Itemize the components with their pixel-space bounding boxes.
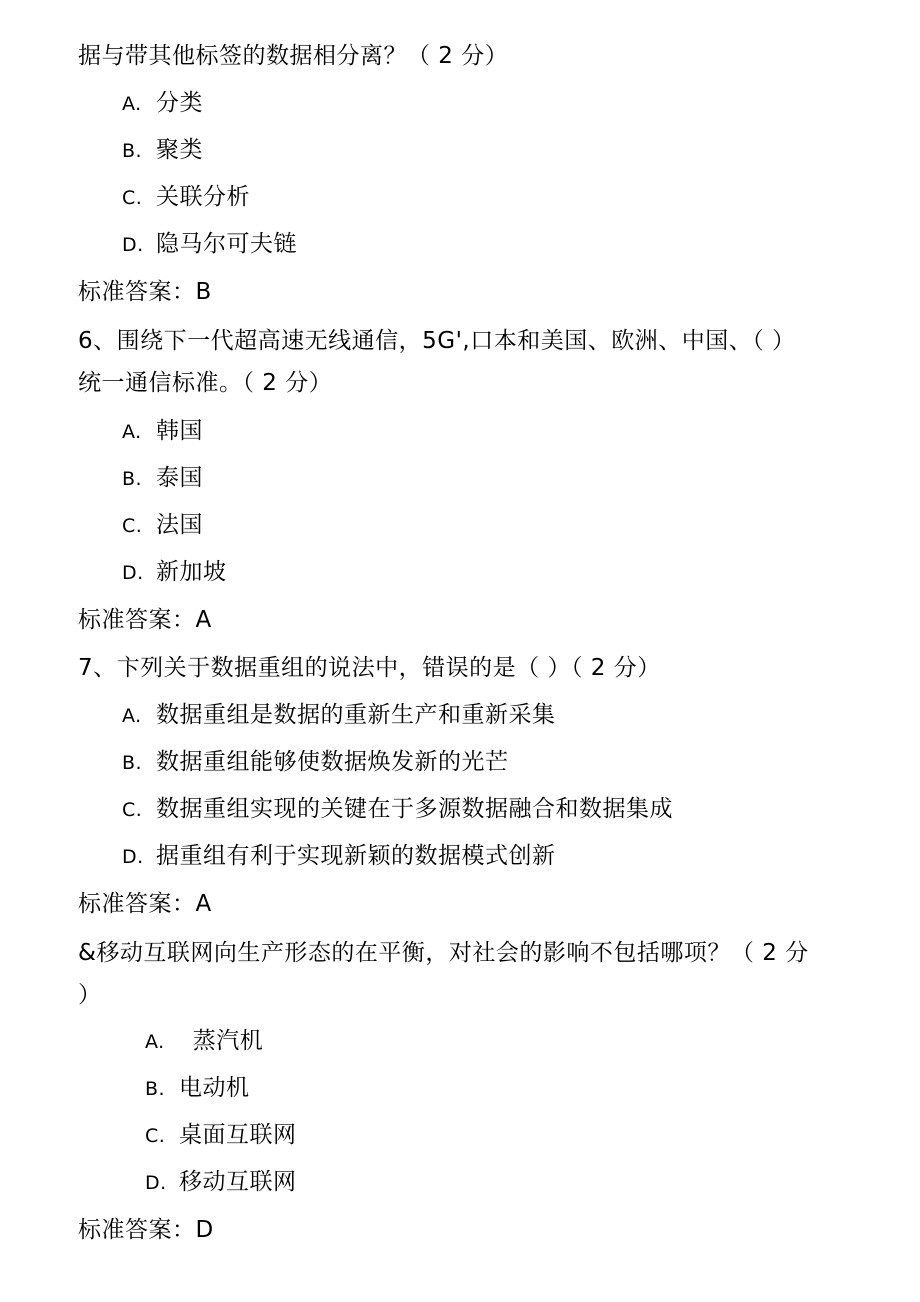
option-letter: D. bbox=[122, 846, 144, 868]
option-text: 移动互联网 bbox=[179, 1169, 297, 1195]
q8-standard-answer: 标准答案：D bbox=[78, 1217, 214, 1243]
q5-option-d bbox=[122, 229, 297, 260]
option-letter: C. bbox=[145, 1125, 166, 1147]
option-text: 聚类 bbox=[156, 137, 203, 163]
q6-question-line1: 6、围绕下一代超高速无线通信，5G',口本和美国、欧洲、中国、（ ） bbox=[78, 328, 796, 354]
q8-question-line2: ） bbox=[78, 982, 102, 1008]
option-text: 桌面互联网 bbox=[179, 1122, 297, 1148]
q5-option-b bbox=[122, 135, 203, 166]
q7-option-c bbox=[122, 794, 673, 825]
option-letter: D. bbox=[122, 562, 144, 584]
q5-standard-answer: 标准答案：B bbox=[78, 279, 212, 305]
option-letter: B. bbox=[122, 468, 143, 490]
option-letter: B. bbox=[122, 752, 143, 774]
option-text: 数据重组实现的关键在于多源数据融合和数据集成 bbox=[156, 796, 673, 822]
q8-question-line1: &移动互联网向生产形态的在平衡，对社会的影响不包括哪项？（ 2 分 bbox=[78, 940, 809, 966]
option-text: 法国 bbox=[156, 512, 203, 538]
q6-option-d bbox=[122, 557, 227, 588]
q8-option-c bbox=[145, 1120, 297, 1151]
q8-option-a bbox=[145, 1026, 263, 1057]
q6-option-c bbox=[122, 510, 203, 541]
q6-standard-answer: 标准答案：A bbox=[78, 607, 212, 633]
option-letter: A. bbox=[122, 705, 142, 727]
option-text: 据重组有利于实现新颖的数据模式创新 bbox=[156, 843, 556, 869]
q7-standard-answer: 标准答案：A bbox=[78, 891, 212, 917]
option-letter: B. bbox=[122, 140, 143, 162]
q6-option-b bbox=[122, 463, 203, 494]
option-letter: D. bbox=[145, 1172, 167, 1194]
q6-question-line2: 统一通信标准。（ 2 分） bbox=[78, 370, 333, 396]
option-text: 关联分析 bbox=[156, 184, 250, 210]
option-text: 韩国 bbox=[156, 418, 203, 444]
option-letter: A. bbox=[122, 421, 142, 443]
q8-option-b bbox=[145, 1073, 250, 1104]
q7-option-a bbox=[122, 700, 556, 731]
q8-option-d bbox=[145, 1167, 297, 1198]
option-letter: C. bbox=[122, 187, 143, 209]
option-text: 新加坡 bbox=[156, 559, 227, 585]
q5-option-c bbox=[122, 182, 250, 213]
q7-option-d bbox=[122, 841, 556, 872]
option-letter: A. bbox=[122, 93, 142, 115]
option-text: 泰国 bbox=[156, 465, 203, 491]
option-letter: C. bbox=[122, 799, 143, 821]
option-text: 隐马尔可夫链 bbox=[156, 231, 297, 257]
q6-option-a bbox=[122, 416, 203, 447]
q7-option-b bbox=[122, 747, 509, 778]
option-letter: A. bbox=[145, 1031, 165, 1053]
option-letter: D. bbox=[122, 234, 144, 256]
q7-question-text: 7、卞列关于数据重组的说法中，错误的是（ ）（ 2 分） bbox=[78, 655, 661, 681]
option-letter: C. bbox=[122, 515, 143, 537]
option-text: 蒸汽机 bbox=[185, 1028, 264, 1054]
q5-question-text: 据与带其他标签的数据相分离？（ 2 分） bbox=[78, 43, 509, 69]
option-text: 分类 bbox=[156, 90, 203, 116]
option-text: 数据重组是数据的重新生产和重新采集 bbox=[156, 702, 556, 728]
option-text: 数据重组能够使数据焕发新的光芒 bbox=[156, 749, 509, 775]
option-text: 电动机 bbox=[179, 1075, 250, 1101]
q5-option-a bbox=[122, 88, 203, 119]
option-letter: B. bbox=[145, 1078, 166, 1100]
